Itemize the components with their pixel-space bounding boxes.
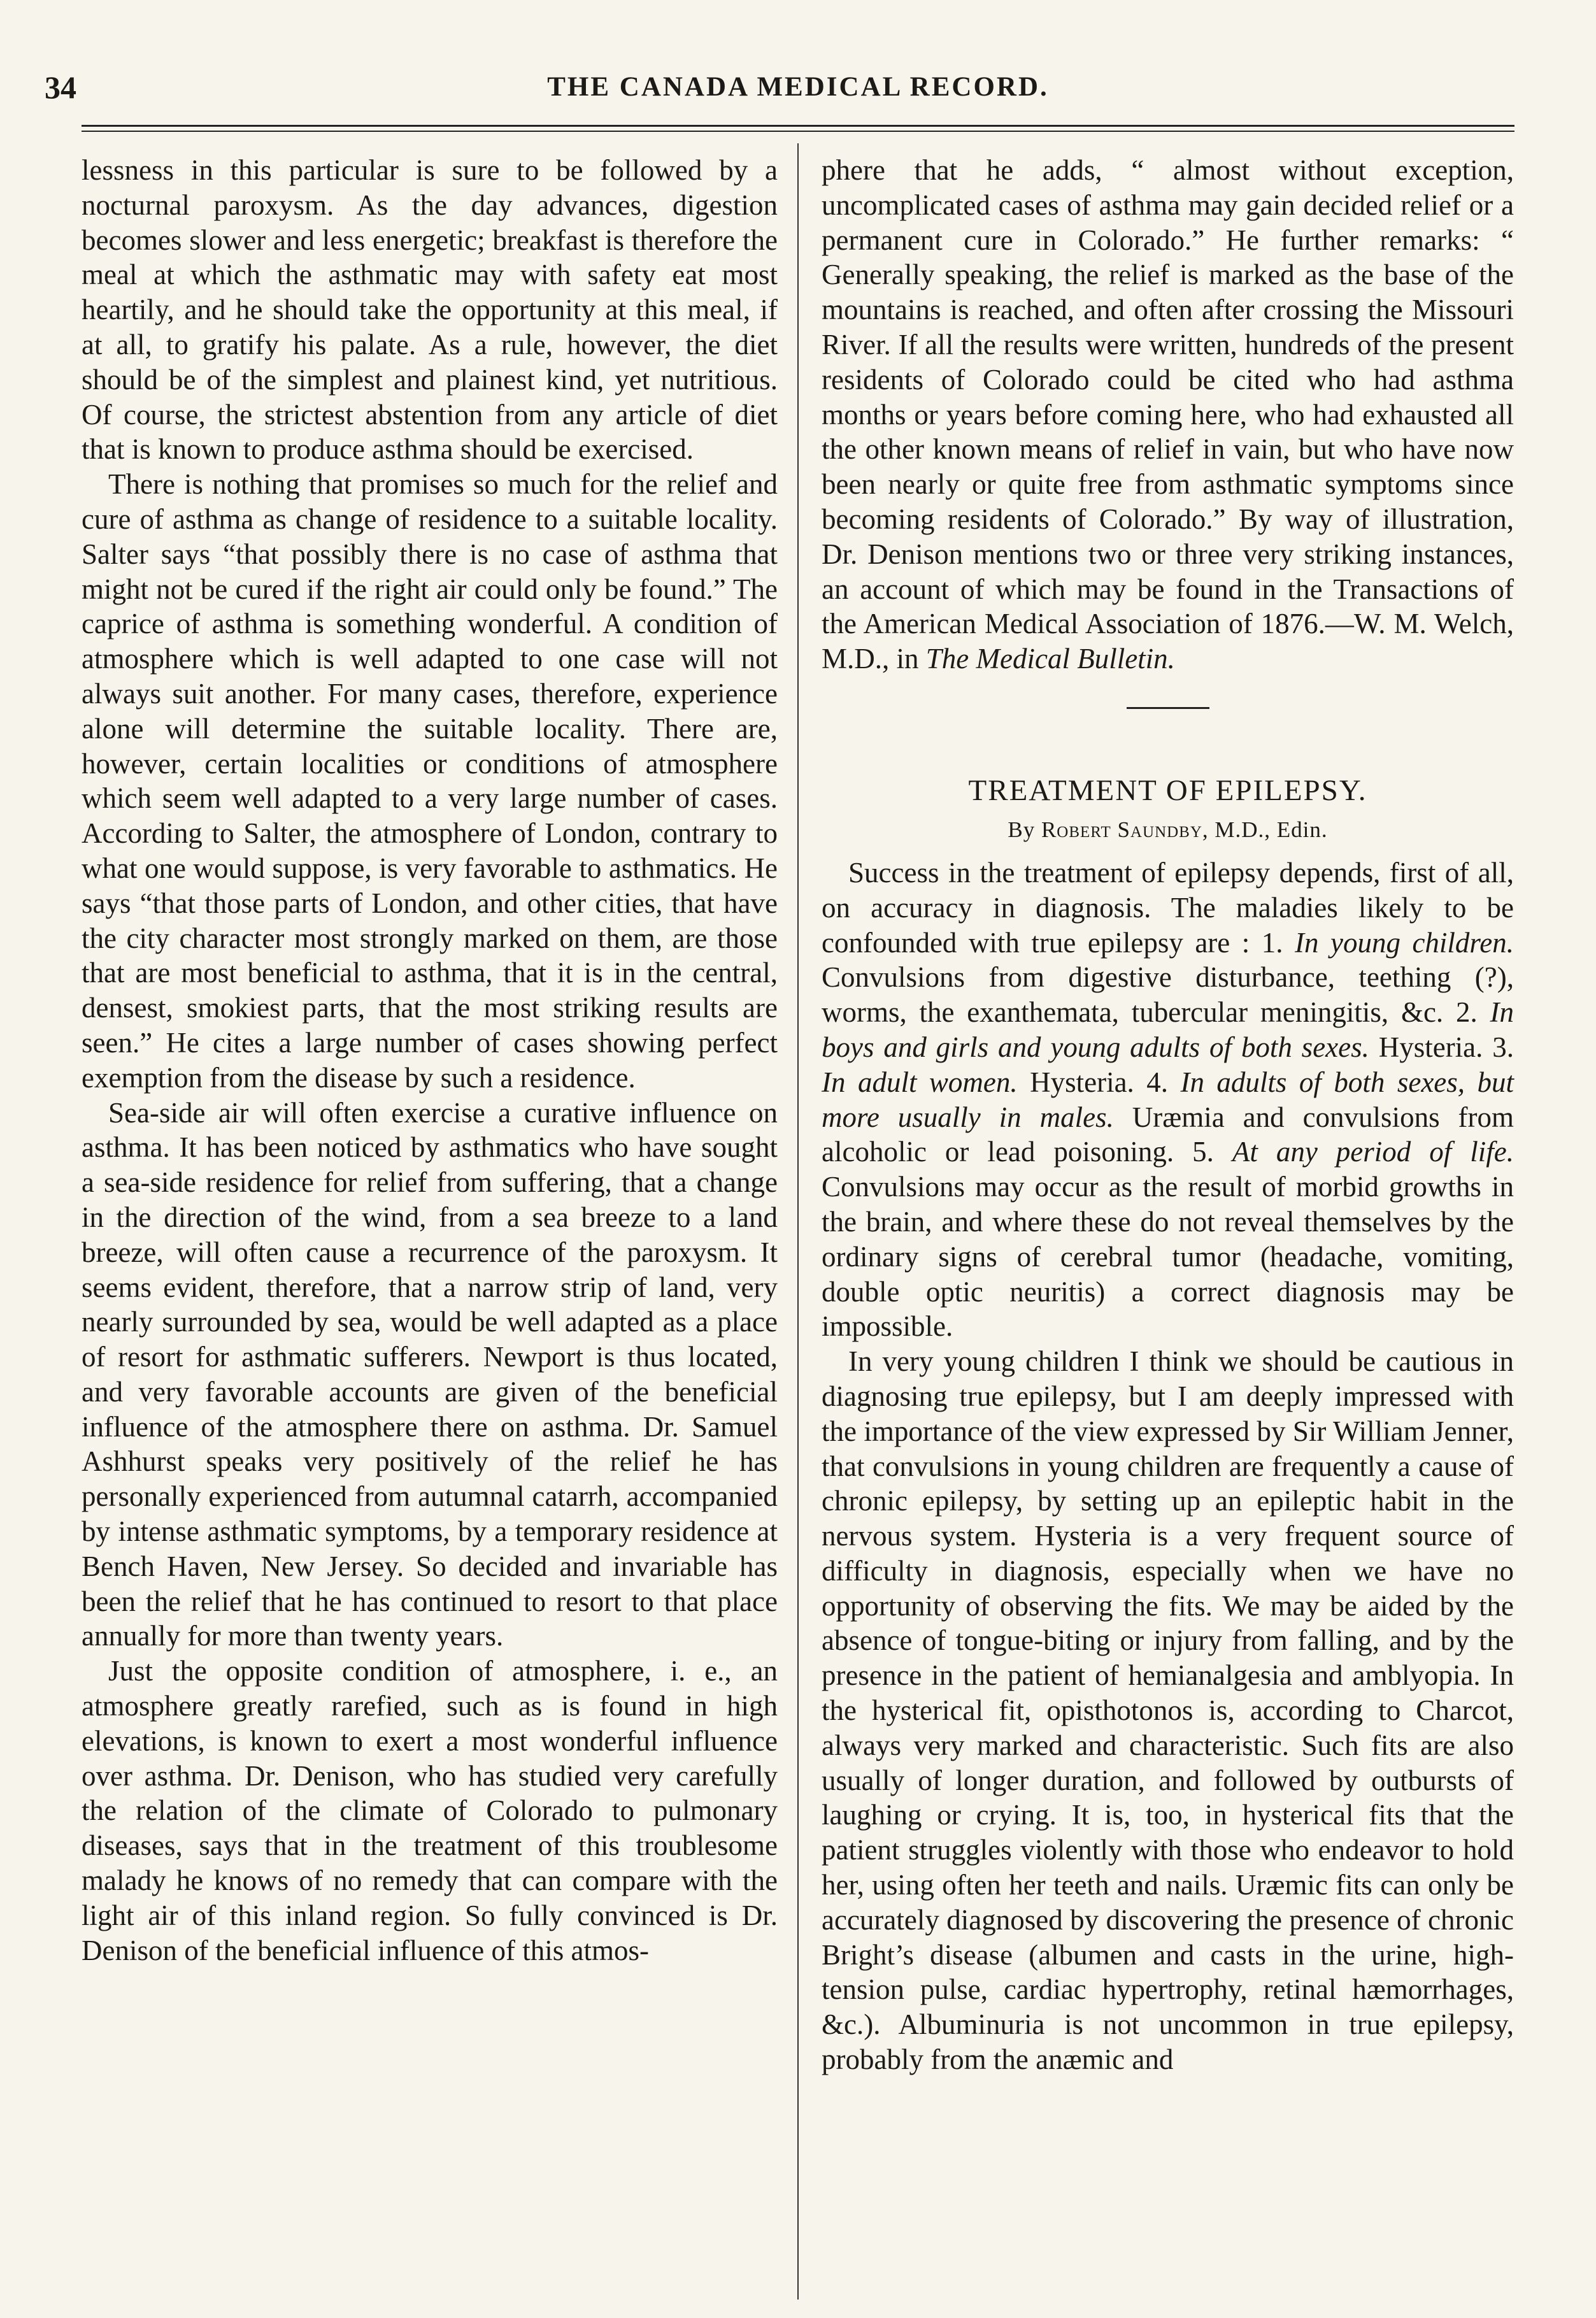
left-paragraph-2: There is nothing that promises so much for the relief and cure of asthma as change of residence to a suitable locality. Salter says “that possibly there is no case of asthma that might not be cured if the right air could only be found.” The caprice of asthma is something wonderful. A condition of atmosphere which is well adapted to one case will not always suit another. For many cases, therefore, experience alone will determine the suitable locality. There are, however, certain localities or conditions of atmosphere which seem well adapted to a very large number of cases. According to Salter, the atmosphere of London, contrary to what one would suppose, is very favorable to asthmatics. He says “that those parts of London, and other cities, that have the city character most strongly marked on them, are those that are most beneficial to asthma, that it is in the central, densest, smokiest parts, that the most striking results are seen.” He cites a large number of cases showing perfect exemption from the disease by such a residence.: [82, 468, 778, 1094]
author-byline: [822, 813, 1514, 847]
article-paragraph-2: In very young children I think we should be cautious in diagnosing true epilepsy, but I am deeply impressed with the importance of the view expressed by Sir William Jenner, that convulsions in young children are frequently a cause of chronic epilepsy, by setting up an epileptic habit in the nervous system. Hysteria is a very frequent source of difficulty in diagnosis, especially when we have no opportunity of observing the fits. We may be aided by the absence of tongue-biting or injury from falling, and by the presence in the patient of hemianalgesia and amblyopia. In the hysterical fit, opisthotonos is, according to Charcot, always very marked and characteristic. Such fits are also usually of longer duration, and followed by outbursts of laughing or crying. It is, too, in hysterical fits that the patient struggles violently with those who endeavor to hold her, using often her teeth and nails. Uræmic fits can only be accurately diagnosed by discovering the presence of chronic Bright’s disease (albumen and casts in the urine, high-tension pulse, cardiac hypertrophy, retinal hæmorrhages, &c.). Albuminuria is not uncommon in true epilepsy, probably from the anæmic and: [822, 1345, 1514, 2076]
italic-run: In adult women.: [822, 1066, 1018, 1098]
citation-source: The Medical Bulletin.: [925, 643, 1175, 675]
text-run: Success in the treatment of epilepsy depends, first of all, on accuracy in diagnosis. The maladies likely to be confounded with true epilepsy are : 1.: [822, 856, 1514, 959]
article-separator-rule: [1127, 707, 1209, 709]
continuation-text: phere that he adds, “ almost without exception, uncomplicated cases of asthma may gain decided relief or a permanent cure in Colorado.” He further remarks: “ Generally speaking, the relief is marked as the base of the mountains is reached, and often after crossing the Missouri River. If all the results were written, hundreds of the present residents of Colorado could be cited who had asthma months or years before coming here, who had exhausted all the other known means of relief in vain, but who have now been nearly or quite free from asthmatic symptoms since becoming residents of Colorado.” By way of illustration, Dr. Denison mentions two or three very striking instances, an account of which may be found in the Transactions of the American Medical Association of 1876.—W. M. Welch, M.D., in: [822, 154, 1514, 675]
column-divider: [797, 143, 799, 2300]
left-paragraph-4: Just the opposite condition of atmosphere, i. e., an atmosphere greatly rarefied, such as is found in high elevations, is known to exert a most wonderful influence over asthma. Dr. Denison, who has studied very carefully the relation of the climate of Colorado to pulmonary diseases, says that in the treatment of this troublesome malady he knows of no remedy that can compare with the light air of this inland region. So fully convinced is Dr. Denison of the beneficial influence of this atmos-: [82, 1655, 778, 1966]
page-number: 34: [45, 69, 76, 105]
italic-run: In adults of both sexes, but more usually in males.: [822, 1066, 1514, 1133]
journal-title: THE CANADA MEDICAL RECORD.: [547, 72, 1049, 102]
author-name: Robert Saundby,: [1041, 817, 1209, 842]
italic-run: In boys and girls and young adults of both sexes.: [822, 996, 1514, 1063]
author-degree: M.D., Edin.: [1215, 817, 1328, 842]
text-run: Convulsions from digestive disturbance, teething (?), worms, the exanthemata, tubercular meningitis, &c. 2.: [822, 961, 1514, 1029]
text-run: Convulsions may occur as the result of morbid growths in the brain, and where these do not reveal themselves by the ordinary signs of cerebral tumor (headache, vomiting, double optic neuritis) a correct diagnosis may be impossible.: [822, 1171, 1514, 1343]
header-rule-top: [82, 125, 1514, 127]
text-run: Hysteria. 3.: [1369, 1031, 1514, 1063]
right-column: [822, 153, 1514, 2077]
italic-run: At any period of life.: [1232, 1136, 1514, 1168]
article-paragraph-1: [822, 855, 1514, 1344]
text-run: Hysteria. 4.: [1017, 1066, 1181, 1098]
running-head: [45, 69, 1551, 107]
previous-article-end: [822, 153, 1514, 676]
italic-run: In young children.: [1295, 926, 1514, 959]
left-paragraph-3: Sea-side air will often exercise a curative influence on asthma. It has been noticed by asthmatics who have sought a sea-side residence for relief from suffering, that a change in the direction of the wind, from a sea breeze to a land breeze, will often cause a recurrence of the paroxysm. It seems evident, therefore, that a narrow strip of land, very nearly surrounded by sea, would be well adapted as a place of resort for asthmatic sufferers. Newport is thus located, and very favorable accounts are given of the beneficial influence of the atmosphere there on asthma. Dr. Samuel Ashhurst speaks very positively of the relief he has personally experienced from autumnal catarrh, accompanied by intense asthmatic symptoms, by a temporary residence at Bench Haven, New Jersey. So decided and invariable has been the relief that he has continued to resort to that place annually for more than twenty years.: [82, 1096, 778, 1652]
left-paragraph-1: lessness in this particular is sure to be followed by a nocturnal paroxysm. As the day advances, digestion becomes slower and less energetic; breakfast is therefore the meal at which the asthmatic may with safety eat most heartily, and he should take the opportunity at this meal, if at all, to gratify his palate. As a rule, however, the diet should be of the simplest and plainest kind, yet nutritious. Of course, the strictest abstention from any article of diet that is known to produce asthma should be exercised.: [82, 154, 778, 466]
left-column: [82, 153, 778, 1968]
text-run: Uræmia and convulsions from alcoholic or lead poisoning. 5.: [822, 1101, 1514, 1168]
byline-prefix: By: [1008, 817, 1036, 842]
article-title: TREATMENT OF EPILEPSY.: [968, 773, 1367, 807]
header-rule-bottom: [82, 131, 1514, 132]
